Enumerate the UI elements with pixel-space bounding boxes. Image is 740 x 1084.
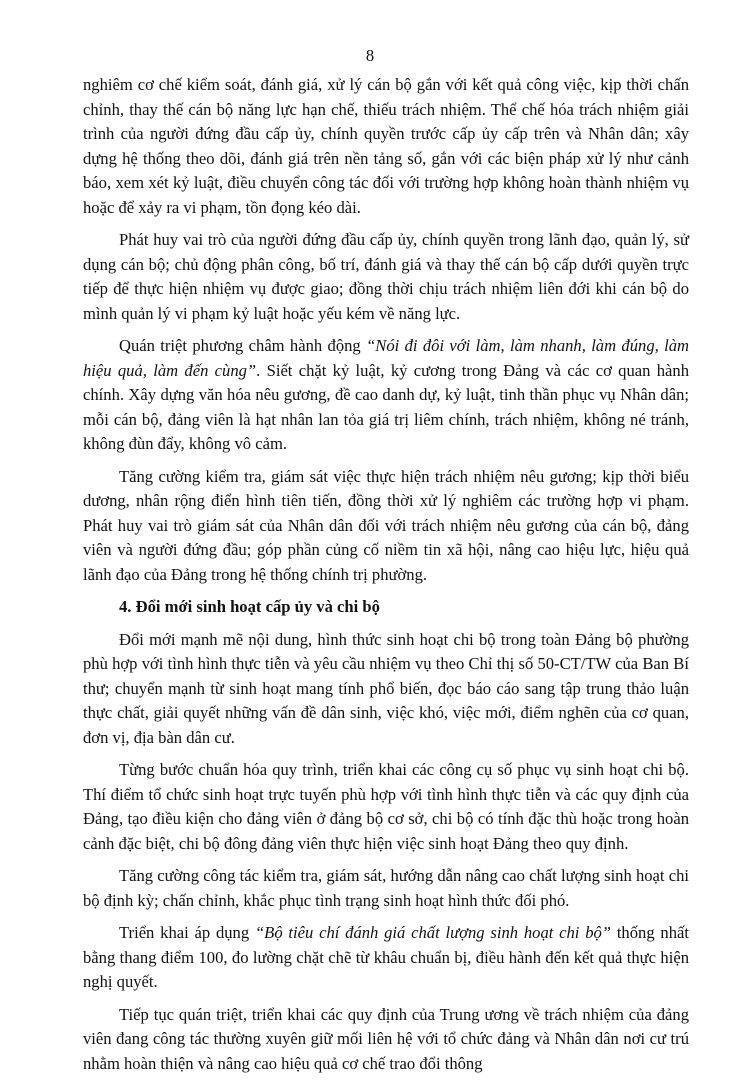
paragraph bbox=[83, 334, 689, 457]
document-body bbox=[83, 73, 689, 1084]
paragraph: Tăng cường công tác kiểm tra, giám sát, hướng dẫn nâng cao chất lượng sinh hoạt chi bộ định kỳ; chấn chỉnh, khắc phục tình trạng sinh hoạt hình thức đối phó. bbox=[83, 866, 689, 910]
paragraph-continued: nghiêm cơ chế kiểm soát, đánh giá, xử lý cán bộ gắn với kết quả công việc, kịp thời chấn chỉnh, thay thế cán bộ năng lực hạn chế, thiếu trách nhiệm. Thể chế hóa trách nhiệm giải trình của người đứng đầu cấp ủy, chính quyền trước cấp ủy cấp trên và Nhân dân; xây dựng hệ thống theo dõi, đánh giá trên nền tảng số, gắn với các biện pháp xử lý như cảnh báo, xem xét kỷ luật, điều chuyển công tác đối với trường hợp không hoàn thành nhiệm vụ hoặc để xảy ra vi phạm, tồn đọng kéo dài. bbox=[83, 75, 689, 217]
paragraph bbox=[83, 921, 689, 995]
paragraph: Đổi mới mạnh mẽ nội dung, hình thức sinh hoạt chi bộ trong toàn Đảng bộ phường phù hợp với tình hình thực tiễn và yêu cầu nhiệm vụ theo Chỉ thị số 50-CT/TW của Ban Bí thư; chuyển mạnh từ sinh hoạt mang tính phổ biến, đọc báo cáo sang tập trung thảo luận thực chất, giải quyết những vấn đề dân sinh, việc khó, việc mới, điểm nghẽn của cơ quan, đơn vị, địa bàn dân cư. bbox=[83, 629, 689, 747]
paragraph: Tăng cường kiểm tra, giám sát việc thực hiện trách nhiệm nêu gương; kịp thời biểu dương, nhân rộng điển hình tiên tiến, đồng thời xử lý nghiêm các trường hợp vi phạm. Phát huy vai trò giám sát của Nhân dân đối với trách nhiệm nêu gương của cán bộ, đảng viên và người đứng đầu; góp phần củng cố niềm tin xã hội, nâng cao hiệu lực, hiệu quả lãnh đạo của Đảng trong hệ thống chính trị phường. bbox=[83, 466, 689, 584]
paragraph: Phát huy vai trò của người đứng đầu cấp ủy, chính quyền trong lãnh đạo, quản lý, sử dụng cán bộ; chủ động phân công, bố trí, đánh giá và thay thế cán bộ cấp dưới quyền trực tiếp để thực hiện nhiệm vụ được giao; đồng thời chịu trách nhiệm liên đới khi cán bộ do mình quản lý vi phạm kỷ luật hoặc yếu kém về năng lực. bbox=[83, 230, 689, 323]
paragraph-text: Triển khai áp dụng bbox=[119, 923, 255, 942]
paragraph-text: . Siết chặt kỷ luật, kỷ cương trong Đảng và các cơ quan hành chính. Xây dựng văn hóa nêu gương, đề cao danh dự, kỷ luật, tinh thần phục vụ Nhân dân; mỗi cán bộ, đảng viên là hạt nhân lan tỏa giá trị liêm chính, trách nhiệm, không né tránh, không đùn đẩy, không vô cảm. bbox=[83, 360, 689, 453]
quoted-motto: “Nói đi đôi với làm, làm nhanh, làm đúng, làm hiệu quả, làm đến cùng” bbox=[83, 336, 690, 380]
page-number: 8 bbox=[365, 46, 375, 65]
paragraph: Tiếp tục quán triệt, triển khai các quy định của Trung ương về trách nhiệm của đảng viên đang công tác thường xuyên giữ mối liên hệ với tổ chức đảng và Nhân dân nơi cư trú nhằm hoàn thiện và nâng cao hiệu quả cơ chế trao đổi thông bbox=[83, 1004, 689, 1073]
paragraph: Từng bước chuẩn hóa quy trình, triển khai các công cụ số phục vụ sinh hoạt chi bộ. Thí điểm tổ chức sinh hoạt trực tuyến phù hợp với tình hình thực tiễn và các quy định của Đảng, tạo điều kiện cho đảng viên ở đảng bộ cơ sở, chi bộ có tính đặc thù hoặc trong hoàn cảnh đặc biệt, chi bộ đông đảng viên thực hiện việc sinh hoạt Đảng theo quy định. bbox=[83, 760, 689, 853]
section-heading: 4. Đổi mới sinh hoạt cấp ủy và chi bộ bbox=[119, 597, 380, 616]
paragraph-text: thống nhất bằng thang điểm 100, đo lường chặt chẽ từ khâu chuẩn bị, điều hành đến kết quả thực hiện nghị quyết. bbox=[83, 923, 689, 991]
quoted-criteria-title: “Bộ tiêu chí đánh giá chất lượng sinh hoạt chi bộ” bbox=[254, 923, 612, 942]
paragraph-text: Quán triệt phương châm hành động bbox=[119, 336, 367, 355]
